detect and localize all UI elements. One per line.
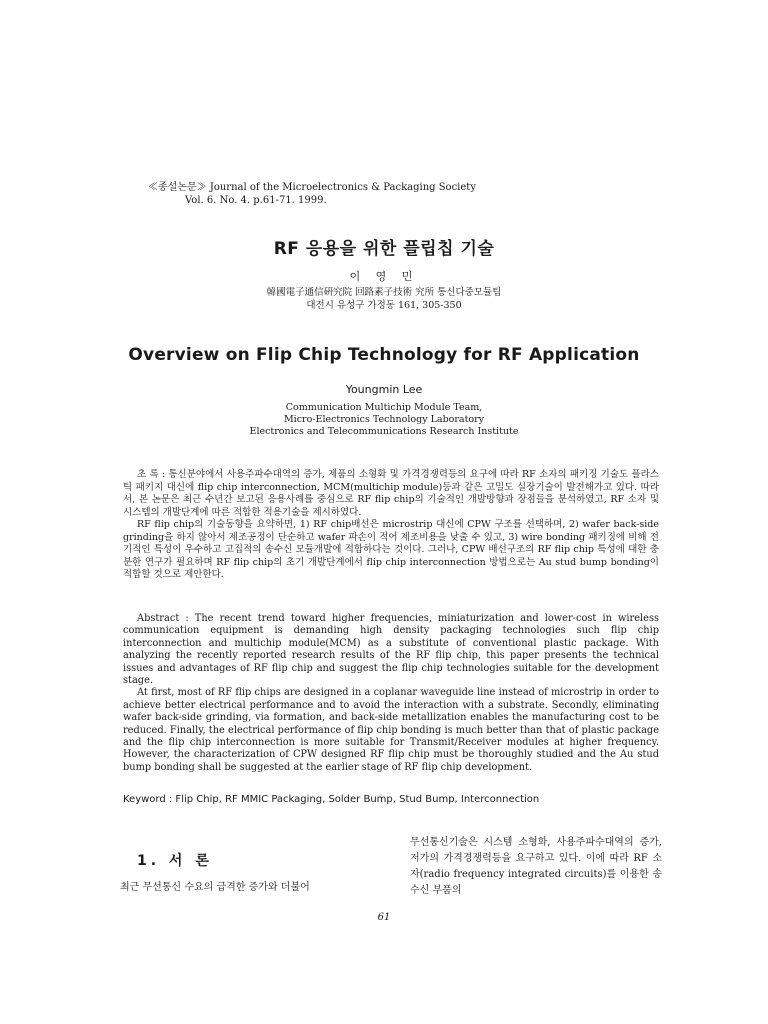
english-affiliation-line-3: Electronics and Telecommunications Research Institute — [249, 426, 519, 437]
korean-affiliation-line: 韓國電子通信硏究院 回路素子技術 究所 통신다중모듈팀 — [266, 287, 502, 298]
english-affiliation-line-2: Micro-Electronics Technology Laboratory — [283, 414, 485, 425]
section-heading-introduction: 1. 서 론 — [137, 853, 213, 869]
english-abstract — [123, 613, 659, 774]
korean-abstract — [123, 469, 659, 582]
english-abstract-paragraph-2: At first, most of RF flip chips are designed in a coplanar waveguide line instead of microstrip in order to achieve better electrical performance and to avoid the interaction with a substrate. Secondly, eliminating wafer back-side grinding, via formation, and back-side metallization enables the manufacturing cost to be reduced. Finally, the electrical performance of flip chip bonding is much better than that of plastic package and the flip chip interconnection is more suitable for Transmit/Receiver modules at higher frequency. However, the characterization of CPW designed RF flip chip must be thoroughly studied and the Au stud bump bonding shall be suggested at the earlier stage of RF flip chip development. — [123, 687, 659, 773]
body-text-right-column: 무선통신기술은 시스템 소형화, 사용주파수대역의 증가, 저가의 가격경쟁력등을 요구하고 있다. 이에 따라 RF 소자(radio frequency integrated circuits)를 이용한 송수신 부품의 — [410, 837, 662, 896]
page-number: 61 — [377, 912, 391, 923]
korean-address-line: 대전시 유성구 가정동 161, 305-350 — [306, 300, 462, 311]
korean-title: RF 응용을 위한 플립칩 기술 — [273, 239, 495, 259]
korean-author: 이 영 민 — [349, 270, 419, 283]
journal-header — [148, 181, 476, 207]
english-affiliation — [0, 402, 768, 438]
volume-line: Vol. 6. No. 4. p.61-71. 1999. — [185, 195, 327, 206]
keywords-line: Keyword : Flip Chip, RF MMIC Packaging, Solder Bump, Stud Bump, Interconnection — [123, 794, 540, 805]
journal-line: ≪종설논문≫ Journal of the Microelectronics & Packaging Society — [148, 182, 476, 193]
body-text-left-column: 최근 무선통신 수요의 급격한 증가와 더불어 — [120, 882, 310, 893]
korean-abstract-paragraph-2: RF flip chip의 기술동향을 요약하면, 1) RF chip배선은 microstrip 대신에 CPW 구조를 선택하며, 2) wafer back-side grinding을 하지 않아서 제조공정이 단순하고 wafer 파손이 적어 제조비용을 낮출 수 있고, 3) wire bonding 패키징에 비해 전기적인 특성이 우수하고 고집적의 송수신 모듈개발에 적합하다는 것이다. 그러나, CPW 배선구조의 RF flip chip 특성에 대한 충분한 연구가 필요하며 RF flip chip의 초기 개발단계에서 flip chip interconnection 방법으로는 Au stud bump bonding이 적합할 것으로 제안한다. — [123, 519, 659, 580]
korean-affiliation — [0, 286, 768, 312]
english-affiliation-line-1: Communication Multichip Module Team, — [285, 402, 483, 413]
english-title: Overview on Flip Chip Technology for RF Application — [128, 345, 640, 365]
korean-abstract-paragraph-1: 초 록 : 통신분야에서 사용주파수대역의 증가, 제품의 소형화 및 가격경쟁력등의 요구에 따라 RF 소자의 패키징 기술도 플라스틱 패키지 대신에 flip chip interconnection, MCM(multichip module)등과 같은 고밀도 실장기술이 발전해가고 있다. 따라서, 본 논문은 최근 수년간 보고된 응용사례를 중심으로 RF flip chip의 기술적인 개발방향과 장점들을 분석하였고, RF 소자 및 시스템의 개발단계에 따른 적합한 적용기술을 제시하였다. — [123, 469, 659, 518]
english-abstract-paragraph-1: Abstract : The recent trend toward higher frequencies, miniaturization and lower-cost in wireless communication equipment is demanding high density packaging technologies such flip chip interconnection and multichip module(MCM) as a substitute of conventional plastic package. With analyzing the recently reported research results of the RF flip chip, this paper presents the technical issues and advantages of RF flip chip and suggest the flip chip technologies suitable for the development stage. — [123, 613, 659, 687]
english-author: Youngmin Lee — [345, 383, 423, 396]
